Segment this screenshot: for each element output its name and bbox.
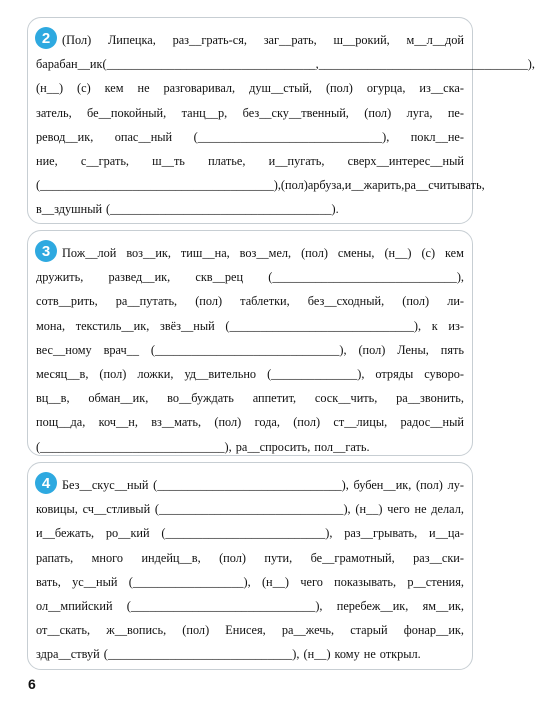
word: опас__ный xyxy=(114,129,173,144)
exercise-4 xyxy=(27,462,473,670)
word: ш__ть xyxy=(152,154,185,169)
exercise-3 xyxy=(27,230,473,456)
text-line xyxy=(36,473,464,497)
word: и__пугать, xyxy=(268,154,325,169)
word: (__________________________), xyxy=(161,526,333,541)
word: ли- xyxy=(447,294,464,309)
text-line xyxy=(36,410,464,434)
word: скв__рец xyxy=(195,270,244,285)
text-line xyxy=(36,362,464,386)
word: ра__путать, xyxy=(115,294,178,309)
text-line xyxy=(36,618,464,642)
word: вес__ному xyxy=(36,342,92,357)
text-line xyxy=(36,149,464,173)
word: старый xyxy=(350,623,388,638)
word: от__скать, xyxy=(36,623,91,638)
word: из- xyxy=(448,318,464,333)
word: перебеж__ик, xyxy=(336,599,409,614)
word: показывать, xyxy=(334,574,397,589)
word: врач__ xyxy=(103,342,139,357)
text-line xyxy=(36,289,464,313)
word: разговаривал, xyxy=(163,81,236,96)
word: (______________________________), xyxy=(225,318,422,333)
word: Лены, xyxy=(397,342,429,357)
word: пять xyxy=(440,342,464,357)
word: пе- xyxy=(447,105,464,120)
text-line xyxy=(36,241,464,265)
word: мона, xyxy=(36,318,66,333)
word: покл__не- xyxy=(410,129,464,144)
word: (______________________________), xyxy=(126,599,323,614)
word: без__ску__твенный, xyxy=(242,105,349,120)
word: ям__ик, xyxy=(422,599,464,614)
word: воз__мел, xyxy=(239,246,292,260)
word: (пол) xyxy=(293,415,321,430)
word: раз__ски- xyxy=(413,550,464,565)
text-line xyxy=(36,101,464,125)
exercise-text xyxy=(36,473,464,667)
word: к xyxy=(431,318,438,333)
word: затель, xyxy=(36,105,72,120)
word: (______________________________________), xyxy=(36,178,281,193)
exercise-number-badge: 4 xyxy=(35,472,57,494)
word: тиш__на, xyxy=(180,246,230,260)
word: во__буждать xyxy=(167,391,234,406)
word: смены, xyxy=(337,246,375,260)
word: пути, xyxy=(264,550,293,565)
word: (пол) xyxy=(280,178,308,193)
text-line xyxy=(36,173,485,197)
word: (____________________________________). xyxy=(106,202,339,217)
word: (______________________________), xyxy=(150,342,347,357)
word: ш__рокий, xyxy=(333,33,390,47)
word: отряды xyxy=(375,367,414,382)
word: (пол) xyxy=(402,294,430,309)
word: (н__) xyxy=(303,647,331,662)
exercise-text xyxy=(36,241,464,459)
text-line xyxy=(36,52,535,76)
word: м__л__дой xyxy=(406,33,464,47)
text-line xyxy=(36,386,464,410)
word: не xyxy=(137,81,150,96)
text-line xyxy=(36,76,464,100)
word: аппетит, xyxy=(252,391,297,406)
word: соск__чить, xyxy=(314,391,378,406)
word: сотв__рить, xyxy=(36,294,98,309)
word: (н__) xyxy=(355,502,383,517)
word: делал, xyxy=(431,502,464,517)
word: и__жарить, xyxy=(344,178,405,193)
word: (н__) xyxy=(384,246,412,260)
word: радос__ный xyxy=(400,415,464,430)
word: чего xyxy=(300,574,323,589)
word: уд__вительно xyxy=(184,367,257,382)
text-line xyxy=(36,314,464,338)
word: ревод__ик, xyxy=(36,129,94,144)
word: кем xyxy=(445,246,464,260)
word: заг__рать, xyxy=(263,33,317,47)
word: и__ца- xyxy=(428,526,464,541)
word: пол__гать. xyxy=(314,439,370,454)
word: (н__) xyxy=(36,81,64,96)
exercise-text xyxy=(36,28,535,222)
word: (пол) xyxy=(182,623,210,638)
word: __________________________________), xyxy=(318,57,535,72)
word: дружить, xyxy=(36,270,84,285)
word: из__ска- xyxy=(419,81,464,96)
text-line xyxy=(36,338,464,362)
word: без__сходный, xyxy=(307,294,385,309)
word: (с) xyxy=(421,246,436,260)
word: много xyxy=(91,550,124,565)
word: бе__покойный, xyxy=(87,105,167,120)
text-line xyxy=(36,497,464,521)
word: кем xyxy=(104,81,124,96)
word: (пол) xyxy=(195,294,223,309)
word: (пол) xyxy=(364,105,392,120)
word: ние, xyxy=(36,154,58,169)
word: коч__н, xyxy=(98,415,138,430)
word: раз__грывать, xyxy=(344,526,418,541)
word: ра__жечь, xyxy=(281,623,335,638)
word: (пол) xyxy=(358,342,386,357)
word: (пол) xyxy=(416,478,443,492)
word: вать, xyxy=(36,574,61,589)
word: ол__мпийский xyxy=(36,599,113,614)
word: луга, xyxy=(406,105,433,120)
word: ра__спросить, xyxy=(235,439,311,454)
text-line xyxy=(36,642,464,666)
word: (__________________________________, xyxy=(102,57,319,72)
word: (______________________________), xyxy=(154,502,351,517)
word: с__грать, xyxy=(80,154,130,169)
word: вз__мать, xyxy=(151,415,202,430)
word: здра__ствуй xyxy=(36,647,100,662)
word: танц__р, xyxy=(181,105,228,120)
word: огурца, xyxy=(366,81,406,96)
word: (______________________________), xyxy=(36,439,232,454)
word: (______________________________), xyxy=(193,129,390,144)
word: (пол) xyxy=(99,367,127,382)
text-line xyxy=(36,435,464,459)
text-line xyxy=(36,546,464,570)
text-line xyxy=(36,125,464,149)
word: чего xyxy=(387,502,410,517)
word: Липецка, xyxy=(107,33,156,47)
word: вц__в, xyxy=(36,391,70,406)
word: не xyxy=(414,502,427,517)
word: душ__стый, xyxy=(249,81,312,96)
word: (Пол) xyxy=(62,33,92,47)
exercise-number-badge: 2 xyxy=(35,27,57,49)
word: рапать, xyxy=(36,550,74,565)
exercise-2 xyxy=(27,17,535,224)
word: арбуза, xyxy=(307,178,345,193)
word: обман__ик, xyxy=(88,391,149,406)
word: в__здушный xyxy=(36,202,103,217)
word: (пол) xyxy=(214,415,242,430)
word: суворо- xyxy=(424,367,464,382)
word: (______________________________), xyxy=(103,647,300,662)
word: Енисея, xyxy=(225,623,266,638)
text-line xyxy=(36,265,464,289)
word: ложки, xyxy=(137,367,174,382)
word: текстиль__ик, xyxy=(75,318,150,333)
word: лу- xyxy=(447,478,464,492)
word: раз__грать-ся, xyxy=(172,33,247,47)
word: (пол) xyxy=(301,246,328,260)
word: ра__звонить, xyxy=(396,391,464,406)
word: ро__кий xyxy=(105,526,150,541)
word: платье, xyxy=(208,154,246,169)
word: фонар__ик, xyxy=(403,623,464,638)
word: (с) xyxy=(77,81,91,96)
word: (______________), xyxy=(267,367,365,382)
word: ус__ный xyxy=(72,574,118,589)
word: не xyxy=(363,647,376,662)
page-number: 6 xyxy=(28,676,36,692)
word: года, xyxy=(254,415,280,430)
word: (______________________________), xyxy=(153,478,349,492)
word: (__________________), xyxy=(128,574,251,589)
word: ст__лицы, xyxy=(333,415,388,430)
word: воз__ик, xyxy=(126,246,171,260)
word: бе__грамотный, xyxy=(310,550,395,565)
word: (н__) xyxy=(261,574,290,589)
word: таблетки, xyxy=(240,294,290,309)
text-line xyxy=(36,594,464,618)
word: ра__считывать, xyxy=(404,178,485,193)
word: (пол) xyxy=(325,81,353,96)
word: ковицы, xyxy=(36,502,78,517)
word: пощ__да, xyxy=(36,415,86,430)
word: звёз__ный xyxy=(159,318,215,333)
word: кому xyxy=(334,647,360,662)
word: барабан__ик xyxy=(36,57,103,72)
exercise-number-badge: 3 xyxy=(35,240,57,262)
word: месяц__в, xyxy=(36,367,89,382)
text-line xyxy=(36,521,464,545)
word: открыл. xyxy=(379,647,421,662)
word: бубен__ик, xyxy=(353,478,412,492)
word: Пож__лой xyxy=(62,246,117,260)
text-line xyxy=(36,28,464,52)
word: (пол) xyxy=(219,550,246,565)
word: индейц__в, xyxy=(141,550,201,565)
text-line xyxy=(36,197,464,221)
word: Без__скус__ный xyxy=(62,478,149,492)
text-line xyxy=(36,570,464,594)
word: сверх__интерес__ный xyxy=(347,154,464,169)
word: сч__стливый xyxy=(82,502,151,517)
word: и__бежать, xyxy=(36,526,95,541)
word: ж__вопись, xyxy=(106,623,167,638)
word: развед__ик, xyxy=(108,270,171,285)
word: р__стения, xyxy=(407,574,464,589)
word: (______________________________), xyxy=(268,270,464,285)
